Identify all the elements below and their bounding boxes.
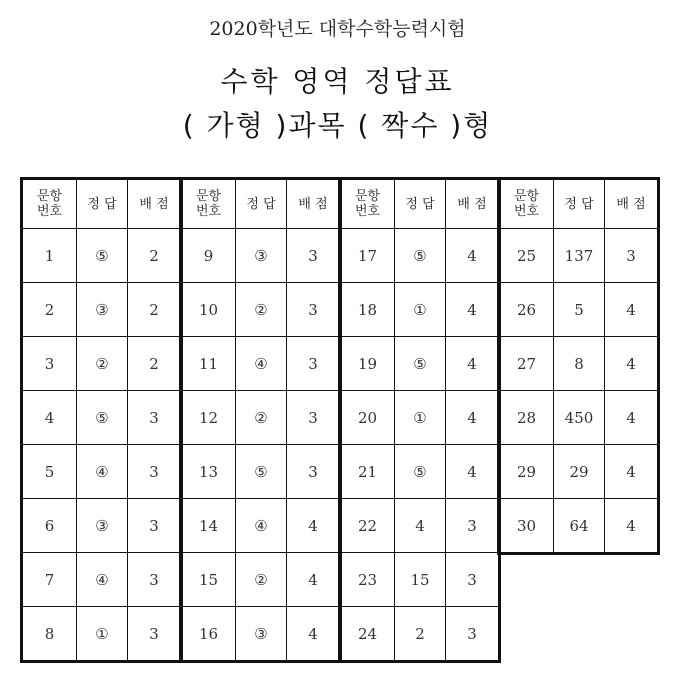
header-question-number [499, 179, 554, 229]
table-row [22, 337, 182, 391]
points-cell: 4 [605, 283, 659, 337]
answer-cell: ④ [236, 499, 287, 553]
answer-cell: ② [236, 283, 287, 337]
points-cell: 4 [605, 337, 659, 391]
points-cell: 4 [287, 553, 341, 607]
question-number-cell: 13 [181, 445, 236, 499]
answer-cell: ③ [236, 229, 287, 283]
answer-cell: ④ [236, 337, 287, 391]
exam-year-title: 2020학년도 대학수학능력시험 [209, 18, 466, 40]
points-cell: 4 [287, 607, 341, 662]
table-row [340, 499, 500, 553]
table-row [181, 607, 341, 662]
header-question-number [340, 179, 395, 229]
table-row [181, 337, 341, 391]
answer-cell: ③ [236, 607, 287, 662]
table-row [340, 553, 500, 607]
points-cell: 3 [446, 553, 500, 607]
question-number-cell: 30 [499, 499, 554, 554]
header-row [22, 179, 182, 229]
table-row [22, 229, 182, 283]
header-answer: 정 답 [236, 179, 287, 229]
answer-cell: 8 [554, 337, 605, 391]
header-number-line2: 번호 [36, 204, 63, 219]
table-row [181, 283, 341, 337]
question-number-cell: 19 [340, 337, 395, 391]
question-number-cell: 12 [181, 391, 236, 445]
table-row [22, 391, 182, 445]
points-cell: 4 [287, 499, 341, 553]
points-cell: 4 [446, 337, 500, 391]
question-number-cell: 5 [22, 445, 77, 499]
answer-cell: ① [395, 391, 446, 445]
points-cell: 3 [128, 607, 182, 662]
answer-cell: ⑤ [395, 445, 446, 499]
question-number-cell: 25 [499, 229, 554, 283]
points-cell: 3 [446, 607, 500, 662]
points-cell: 3 [287, 229, 341, 283]
answer-cell: ② [236, 553, 287, 607]
answer-cell: ④ [77, 445, 128, 499]
question-number-cell: 3 [22, 337, 77, 391]
question-number-cell: 26 [499, 283, 554, 337]
points-cell: 3 [446, 499, 500, 553]
question-number-cell: 15 [181, 553, 236, 607]
header-number-line1: 문항 [36, 189, 63, 204]
header-points: 배 점 [128, 179, 182, 229]
header-row [499, 179, 659, 229]
answer-cell: ② [77, 337, 128, 391]
question-number-cell: 21 [340, 445, 395, 499]
answer-cell: ⑤ [395, 337, 446, 391]
question-number-cell: 6 [22, 499, 77, 553]
table-row [22, 553, 182, 607]
points-cell: 2 [128, 229, 182, 283]
points-cell: 3 [287, 337, 341, 391]
answer-cell: 2 [395, 607, 446, 662]
points-cell: 4 [446, 283, 500, 337]
header-number-line1: 문항 [195, 189, 222, 204]
header-question-number [181, 179, 236, 229]
table-row [181, 445, 341, 499]
answer-cell: ① [77, 607, 128, 662]
question-number-cell: 8 [22, 607, 77, 662]
points-cell: 4 [446, 391, 500, 445]
header-points: 배 점 [605, 179, 659, 229]
points-cell: 2 [128, 337, 182, 391]
answer-cell: ② [236, 391, 287, 445]
points-cell: 4 [605, 499, 659, 554]
answer-cell: 4 [395, 499, 446, 553]
table-row [181, 229, 341, 283]
points-cell: 3 [128, 445, 182, 499]
table-row [340, 229, 500, 283]
question-number-cell: 20 [340, 391, 395, 445]
question-number-cell: 7 [22, 553, 77, 607]
answer-cell: 450 [554, 391, 605, 445]
table-row [340, 391, 500, 445]
table-row [499, 337, 659, 391]
question-number-cell: 27 [499, 337, 554, 391]
answer-cell: 15 [395, 553, 446, 607]
question-number-cell: 10 [181, 283, 236, 337]
points-cell: 3 [128, 553, 182, 607]
table-row [499, 283, 659, 337]
points-cell: 3 [287, 391, 341, 445]
page-subtitle: ( 가형 )과목 ( 짝수 )형 [182, 109, 493, 142]
points-cell: 4 [446, 445, 500, 499]
question-number-cell: 16 [181, 607, 236, 662]
question-number-cell: 29 [499, 445, 554, 499]
table-row [340, 337, 500, 391]
answer-cell: 29 [554, 445, 605, 499]
header-answer: 정 답 [554, 179, 605, 229]
answer-cell: ⑤ [77, 229, 128, 283]
points-cell: 3 [605, 229, 659, 283]
answer-cell: ④ [77, 553, 128, 607]
question-number-cell: 24 [340, 607, 395, 662]
points-cell: 4 [446, 229, 500, 283]
table-row [499, 391, 659, 445]
header-number-line2: 번호 [195, 204, 222, 219]
header-number-line1: 문항 [354, 189, 381, 204]
table-row [340, 445, 500, 499]
answer-block-1 [20, 177, 183, 663]
table-row [499, 499, 659, 554]
answer-cell: 137 [554, 229, 605, 283]
answer-cell: ① [395, 283, 446, 337]
header-row [340, 179, 500, 229]
header-number-line2: 번호 [354, 204, 381, 219]
table-row [22, 283, 182, 337]
answer-block-4 [497, 177, 660, 555]
answer-cell: ③ [77, 283, 128, 337]
header-points: 배 점 [287, 179, 341, 229]
points-cell: 3 [128, 391, 182, 445]
question-number-cell: 1 [22, 229, 77, 283]
question-number-cell: 14 [181, 499, 236, 553]
question-number-cell: 23 [340, 553, 395, 607]
answer-block-2 [179, 177, 342, 663]
header-number-line2: 번호 [513, 204, 540, 219]
table-row [499, 229, 659, 283]
question-number-cell: 18 [340, 283, 395, 337]
points-cell: 3 [287, 283, 341, 337]
answer-cell: ③ [77, 499, 128, 553]
answer-block-3 [338, 177, 501, 663]
header-points: 배 점 [446, 179, 500, 229]
points-cell: 4 [605, 391, 659, 445]
question-number-cell: 9 [181, 229, 236, 283]
answer-cell: ⑤ [236, 445, 287, 499]
points-cell: 3 [287, 445, 341, 499]
table-row [340, 607, 500, 662]
question-number-cell: 11 [181, 337, 236, 391]
answer-cell: 64 [554, 499, 605, 554]
table-row [499, 445, 659, 499]
table-row [22, 607, 182, 662]
header-number-line1: 문항 [513, 189, 540, 204]
header-answer: 정 답 [395, 179, 446, 229]
header-answer: 정 답 [77, 179, 128, 229]
answer-cell: ⑤ [395, 229, 446, 283]
question-number-cell: 2 [22, 283, 77, 337]
points-cell: 2 [128, 283, 182, 337]
points-cell: 4 [605, 445, 659, 499]
table-row [22, 499, 182, 553]
header-question-number [22, 179, 77, 229]
answer-cell: ⑤ [77, 391, 128, 445]
points-cell: 3 [128, 499, 182, 553]
question-number-cell: 17 [340, 229, 395, 283]
question-number-cell: 28 [499, 391, 554, 445]
table-row [181, 499, 341, 553]
header-row [181, 179, 341, 229]
table-row [340, 283, 500, 337]
table-row [22, 445, 182, 499]
table-row [181, 391, 341, 445]
question-number-cell: 22 [340, 499, 395, 553]
answer-cell: 5 [554, 283, 605, 337]
table-row [181, 553, 341, 607]
question-number-cell: 4 [22, 391, 77, 445]
page-title: 수학 영역 정답표 [220, 65, 455, 98]
